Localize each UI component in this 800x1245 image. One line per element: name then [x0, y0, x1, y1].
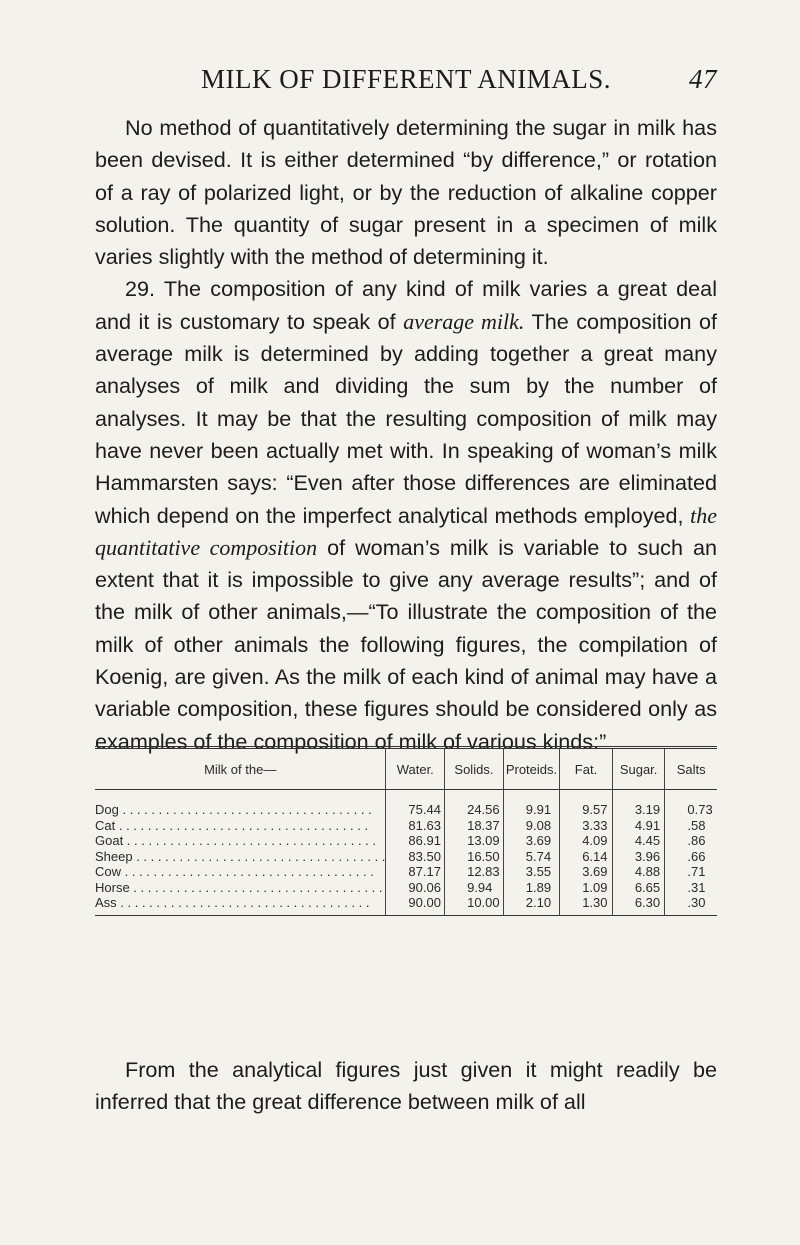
header-solids: Solids.: [445, 748, 504, 790]
water-value: 75.44: [386, 790, 445, 818]
animal-name-cell: [95, 849, 386, 865]
page-number: 47: [689, 64, 717, 94]
water-value: 90.06: [386, 880, 445, 896]
sugar-value: 4.91: [612, 818, 665, 834]
header-salts: Salts: [665, 748, 717, 790]
animal-name: Sheep . . .: [95, 849, 385, 864]
salts-value: .66: [665, 849, 717, 865]
milk-composition-table: [95, 746, 717, 916]
fat-value: 1.09: [560, 880, 613, 896]
running-title: MILK OF DIFFERENT ANIMALS.: [200, 64, 612, 94]
p2-emphasis-quantitative: the quantitative composition: [95, 502, 717, 560]
proteids-value: 3.55: [503, 864, 559, 880]
paragraph-average-milk: [95, 273, 717, 757]
table-body: [95, 790, 717, 916]
animal-name: Goat . . .: [95, 833, 376, 848]
proteids-value: 5.74: [503, 849, 559, 865]
header-sugar: Sugar.: [612, 748, 665, 790]
salts-value: .86: [665, 833, 717, 849]
table-row: [95, 849, 717, 865]
animal-name-cell: [95, 818, 386, 834]
animal-name: Ass . . .: [95, 895, 370, 910]
header-proteids: Proteids.: [503, 748, 559, 790]
running-head: [95, 64, 717, 100]
animal-name: Dog . . .: [95, 802, 372, 817]
header-animal: Milk of the—: [204, 761, 277, 777]
animal-name: Cow . . .: [95, 864, 374, 879]
animal-name: Cat . . .: [95, 818, 368, 833]
table-row: [95, 864, 717, 880]
animal-name-cell: [95, 864, 386, 880]
sugar-value: 4.45: [612, 833, 665, 849]
fat-value: 9.57: [560, 790, 613, 818]
solids-value: 12.83: [445, 864, 504, 880]
paragraph-inference: From the analytical figures just given it might readily be inferred that the great difference between milk of all: [95, 1057, 717, 1115]
fat-value: 4.09: [560, 833, 613, 849]
paragraph-sugar-methods: No method of quantitatively determining the sugar in milk has been devised. It is either determined “by difference,” or rotation of a ray of polarized light, or by the reduction of alkaline copper solution. The quantity of sugar present in a specimen of milk varies slightly with the method of determining it.: [95, 115, 717, 270]
water-value: 81.63: [386, 818, 445, 834]
fat-value: 3.69: [560, 864, 613, 880]
salts-value: .71: [665, 864, 717, 880]
proteids-value: 2.10: [503, 895, 559, 915]
table-row: [95, 895, 717, 915]
header-fat: Fat.: [560, 748, 613, 790]
p2-emphasis-average-milk: average milk.: [403, 308, 525, 334]
animal-name-cell: [95, 895, 386, 915]
proteids-value: 9.91: [503, 790, 559, 818]
table-header-row: [95, 748, 717, 790]
animal-name-cell: [95, 790, 386, 818]
sugar-value: 4.88: [612, 864, 665, 880]
after-table-text: [95, 1054, 717, 1119]
salts-value: 0.73: [665, 790, 717, 818]
proteids-value: 9.08: [503, 818, 559, 834]
salts-value: .31: [665, 880, 717, 896]
p2-text-a: 29. The composition of any kind of milk varies a great deal and it is customary to speak of: [95, 276, 717, 334]
sugar-value: 6.30: [612, 895, 665, 915]
solids-value: 18.37: [445, 818, 504, 834]
milk-composition-table-wrap: [95, 746, 717, 916]
animal-name-cell: [95, 833, 386, 849]
water-value: 83.50: [386, 849, 445, 865]
table-row: [95, 833, 717, 849]
fat-value: 6.14: [560, 849, 613, 865]
fat-value: 1.30: [560, 895, 613, 915]
solids-value: 24.56: [445, 790, 504, 818]
salts-value: .30: [665, 895, 717, 915]
solids-value: 10.00: [445, 895, 504, 915]
sugar-value: 3.19: [612, 790, 665, 818]
solids-value: 13.09: [445, 833, 504, 849]
table-row: [95, 790, 717, 818]
solids-value: 9.94: [445, 880, 504, 896]
animal-name: Horse . . .: [95, 880, 383, 895]
header-water: Water.: [386, 748, 445, 790]
table-row: [95, 818, 717, 834]
solids-value: 16.50: [445, 849, 504, 865]
sugar-value: 6.65: [612, 880, 665, 896]
table-row: [95, 880, 717, 896]
water-value: 87.17: [386, 864, 445, 880]
p2-text-c: of woman’s milk is variable to such an extent that it is impossible to give any average results”; and of the milk of other animals,—“To illustrate the composition of the milk of other animals the following figures, the compilation of Koenig, are given. As the milk of each kind of animal may have a variable composition, these figures should be considered only as examples of the composition of milk of various kinds:”: [95, 534, 717, 754]
water-value: 90.00: [386, 895, 445, 915]
p2-text-b: The composition of average milk is determined by adding together a great many analyses of milk and dividing the sum by the number of analyses. It may be that the resulting composition of milk may have never been actually met with. In speaking of woman’s milk Hammarsten says: “Even after those differences are eliminated which depend on the imperfect analytical methods employed,: [95, 308, 717, 528]
proteids-value: 3.69: [503, 833, 559, 849]
sugar-value: 3.96: [612, 849, 665, 865]
body-text: [95, 112, 717, 758]
salts-value: .58: [665, 818, 717, 834]
animal-name-cell: [95, 880, 386, 896]
proteids-value: 1.89: [503, 880, 559, 896]
water-value: 86.91: [386, 833, 445, 849]
fat-value: 3.33: [560, 818, 613, 834]
